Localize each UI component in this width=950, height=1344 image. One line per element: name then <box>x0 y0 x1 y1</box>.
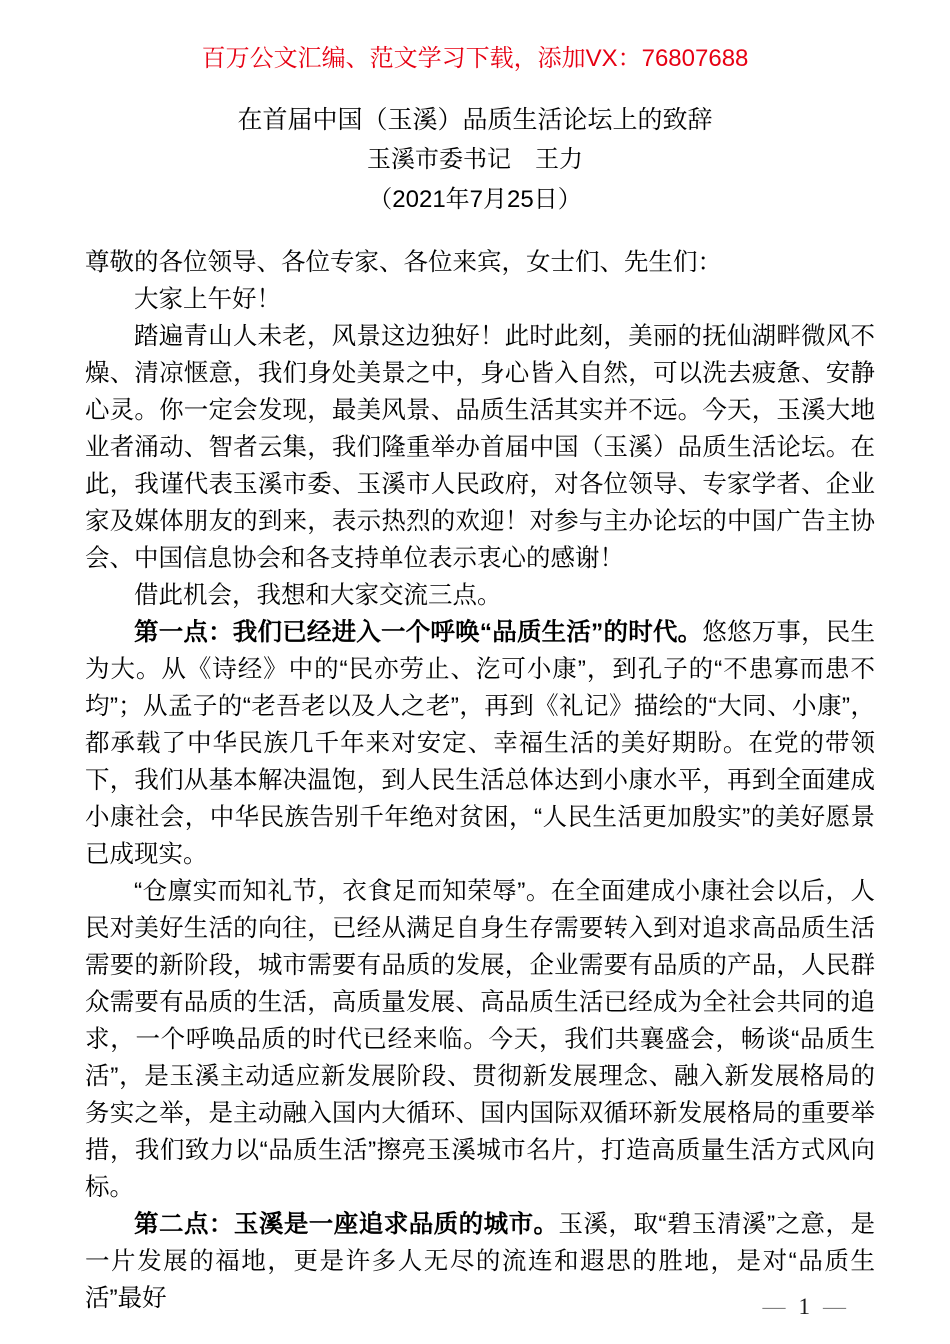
paragraph-text: 玉溪，取“碧玉清溪”之意，是一片发展的福地，更是许多人无尽的流连和遐思的胜地，是对“品质生活”最好 <box>85 1211 875 1312</box>
paragraph-text: 借此机会，我想和大家交流三点。 <box>134 582 502 609</box>
doc-body <box>85 244 875 1317</box>
paragraph <box>85 873 875 1206</box>
paragraph <box>85 244 875 281</box>
paragraph <box>85 577 875 614</box>
paragraph <box>85 318 875 577</box>
page-number-value: 1 <box>798 1294 810 1319</box>
page-number-right-dash: — <box>823 1294 846 1319</box>
paragraph-text: 悠悠万事，民生为大。从《诗经》中的“民亦劳止、汔可小康”，到孔子的“不患寡而患不均”；从孟子的“老吾老以及人之老”，再到《礼记》描绘的“大同、小康”，都承载了中华民族几千年来对安定、幸福生活的美好期盼。在党的带领下，我们从基本解决温饱，到人民生活总体达到小康水平，再到全面建成小康社会，中华民族告别千年绝对贫困，“人民生活更加殷实”的美好愿景已成现实。 <box>85 619 876 868</box>
paragraph-text: 大家上午好！ <box>134 286 281 313</box>
paragraph-text: 尊敬的各位领导、各位专家、各位来宾，女士们、先生们： <box>85 249 722 276</box>
page-number-left-dash: — <box>762 1294 786 1319</box>
page-number <box>763 1292 847 1322</box>
doc-title: 在首届中国（玉溪）品质生活论坛上的致辞 <box>237 106 713 134</box>
paragraph-lead-bold: 第二点：玉溪是一座追求品质的城市。 <box>134 1211 559 1238</box>
doc-date: （2021年7月25日） <box>368 186 582 213</box>
doc-author: 玉溪市委书记 王力 <box>367 146 583 173</box>
paragraph-text: 踏遍青山人未老，风景这边独好！此时此刻，美丽的抚仙湖畔微风不燥、清凉惬意，我们身处美景之中，身心皆入自然，可以洗去疲惫、安静心灵。你一定会发现，最美风景、品质生活其实并不远。今天，玉溪大地业者涌动、智者云集，我们隆重举办首届中国（玉溪）品质生活论坛。在此，我谨代表玉溪市委、玉溪市人民政府，对各位领导、专家学者、企业家及媒体朋友的到来，表示热烈的欢迎！对参与主办论坛的中国广告主协会、中国信息协会和各支持单位表示衷心的感谢！ <box>85 323 875 572</box>
paragraph-text: “仓廪实而知礼节，衣食足而知荣辱”。在全面建成小康社会以后，人民对美好生活的向往，已经从满足自身生存需要转入到对追求高品质生活需要的新阶段，城市需要有品质的发展，企业需要有品质的产品，人民群众需要有品质的生活，高质量发展、高品质生活已经成为全社会共同的追求，一个呼唤品质的时代已经来临。今天，我们共襄盛会，畅谈“品质生活”，是玉溪主动适应新发展阶段、贯彻新发展理念、融入新发展格局的务实之举，是主动融入国内大循环、国内国际双循环新发展格局的重要举措，我们致力以“品质生活”擦亮玉溪城市名片，打造高质量生活方式风向标。 <box>85 878 875 1201</box>
paragraph <box>85 281 875 318</box>
title-block <box>0 100 950 220</box>
promo-banner: 百万公文汇编、范文学习下载，添加VX：76807688 <box>201 45 749 72</box>
paragraph <box>85 1206 875 1317</box>
paragraph-lead-bold: 第一点：我们已经进入一个呼唤“品质生活”的时代。 <box>134 619 703 646</box>
paragraph <box>85 614 875 873</box>
